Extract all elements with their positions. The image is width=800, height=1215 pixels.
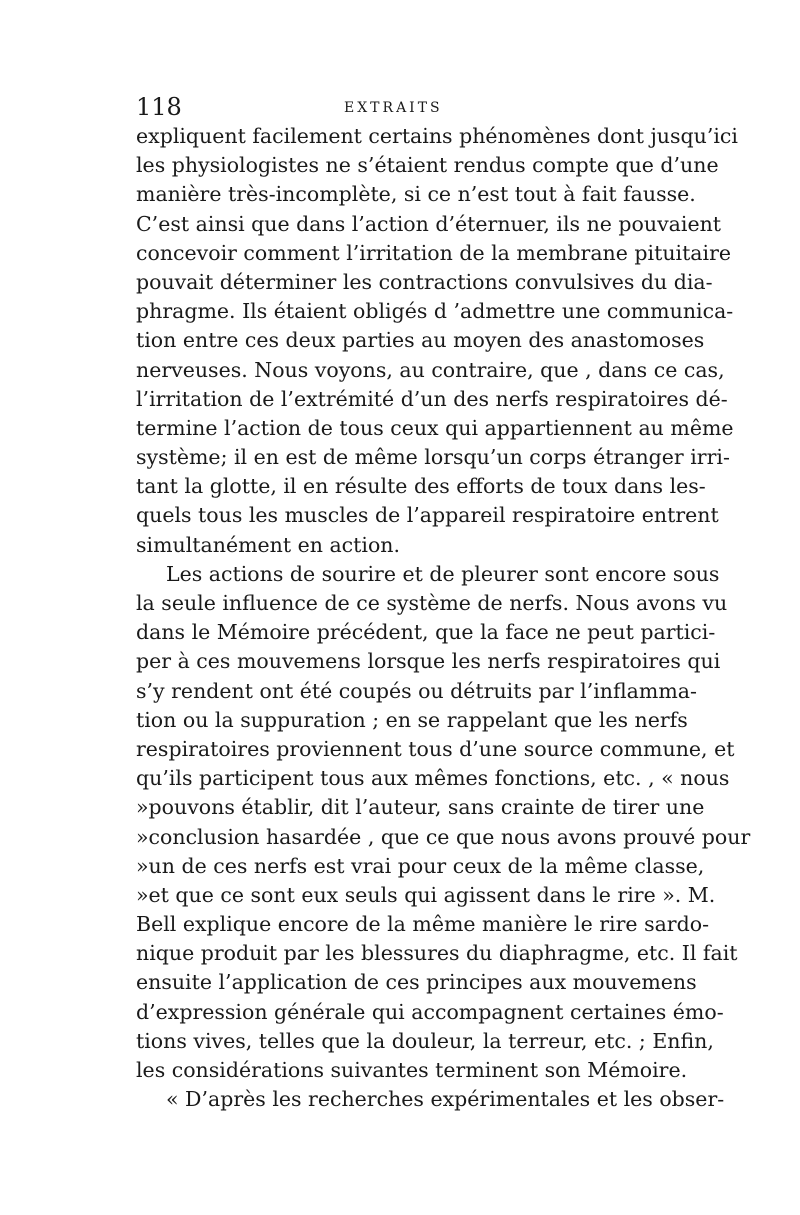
text-line: expliquent facilement certains phénomènes dont jusqu’ici	[136, 124, 738, 148]
text-line: C’est ainsi que dans l’action d’éternuer, ils ne pouvaient	[136, 211, 722, 236]
text-line: phragme. Ils étaient obligés d ’admettre une communica-	[136, 299, 734, 324]
text-line: concevoir comment l’irritation de la membrane pituitaire	[136, 240, 732, 265]
text-line: »et que ce sont eux seuls qui agissent dans le rire ». M.	[136, 882, 716, 907]
running-head: EXTRAITS	[344, 100, 443, 116]
page-header	[136, 92, 666, 122]
page-number: 118	[136, 93, 182, 121]
text-line: d’expression générale qui accompagnent certaines émo-	[136, 999, 724, 1024]
text-line: qu’ils participent tous aux mêmes fonctions, etc. , « nous	[136, 766, 730, 791]
text-line: pouvait déterminer les contractions convulsives du dia-	[136, 269, 713, 294]
text-line: tion entre ces deux parties au moyen des anastomoses	[136, 328, 705, 353]
text-line: termine l’action de tous ceux qui appartiennent au même	[136, 415, 734, 440]
text-line: »un de ces nerfs est vrai pour ceux de la même classe,	[136, 853, 705, 878]
text-line: quels tous les muscles de l’appareil respiratoire entrent	[136, 503, 719, 528]
text-line: Bell explique encore de la même manière le rire sardo-	[136, 912, 709, 937]
text-line: s’y rendent ont été coupés ou détruits par l’inflamma-	[136, 678, 697, 703]
text-line: la seule influence de ce système de nerfs. Nous avons vu	[136, 591, 728, 615]
text-line: tant la glotte, il en résulte des efforts de toux dans les-	[136, 474, 706, 499]
text-line: nerveuses. Nous voyons, au contraire, que , dans ce cas,	[136, 357, 725, 382]
text-line: per à ces mouvemens lorsque les nerfs respiratoires qui	[136, 649, 721, 674]
text-line: simultanément en action.	[136, 532, 401, 557]
text-line: dans le Mémoire précédent, que la face ne peut partici-	[136, 620, 716, 645]
text-line: l’irritation de l’extrémité d’un des nerfs respiratoires dé-	[136, 386, 728, 411]
text-line: respiratoires proviennent tous d’une source commune, et	[136, 736, 735, 761]
text-line: manière très-incomplète, si ce n’est tout à fait fausse.	[136, 182, 696, 207]
text-line: nique produit par les blessures du diaphragme, etc. Il fait	[136, 941, 738, 966]
text-line: tions vives, telles que la douleur, la terreur, etc. ; Enfin,	[136, 1028, 714, 1053]
text-line: »pouvons établir, dit l’auteur, sans crainte de tirer une	[136, 795, 705, 820]
text-line: les considérations suivantes terminent son Mémoire.	[136, 1058, 688, 1082]
text-line: système; il en est de même lorsqu’un corps étranger irri-	[136, 445, 730, 470]
text-line: ensuite l’application de ces principes aux mouvemens	[136, 970, 697, 995]
body-text	[136, 122, 751, 1114]
text-line: tion ou la suppuration ; en se rappelant que les nerfs	[136, 707, 688, 732]
text-line: Les actions de sourire et de pleurer sont encore sous	[166, 561, 720, 586]
text-line: »conclusion hasardée , que ce que nous avons prouvé pour	[136, 824, 751, 849]
text-line: les physiologistes ne s’étaient rendus compte que d’une	[136, 153, 719, 178]
text-line: « D’après les recherches expérimentales et les obser-	[166, 1087, 725, 1112]
